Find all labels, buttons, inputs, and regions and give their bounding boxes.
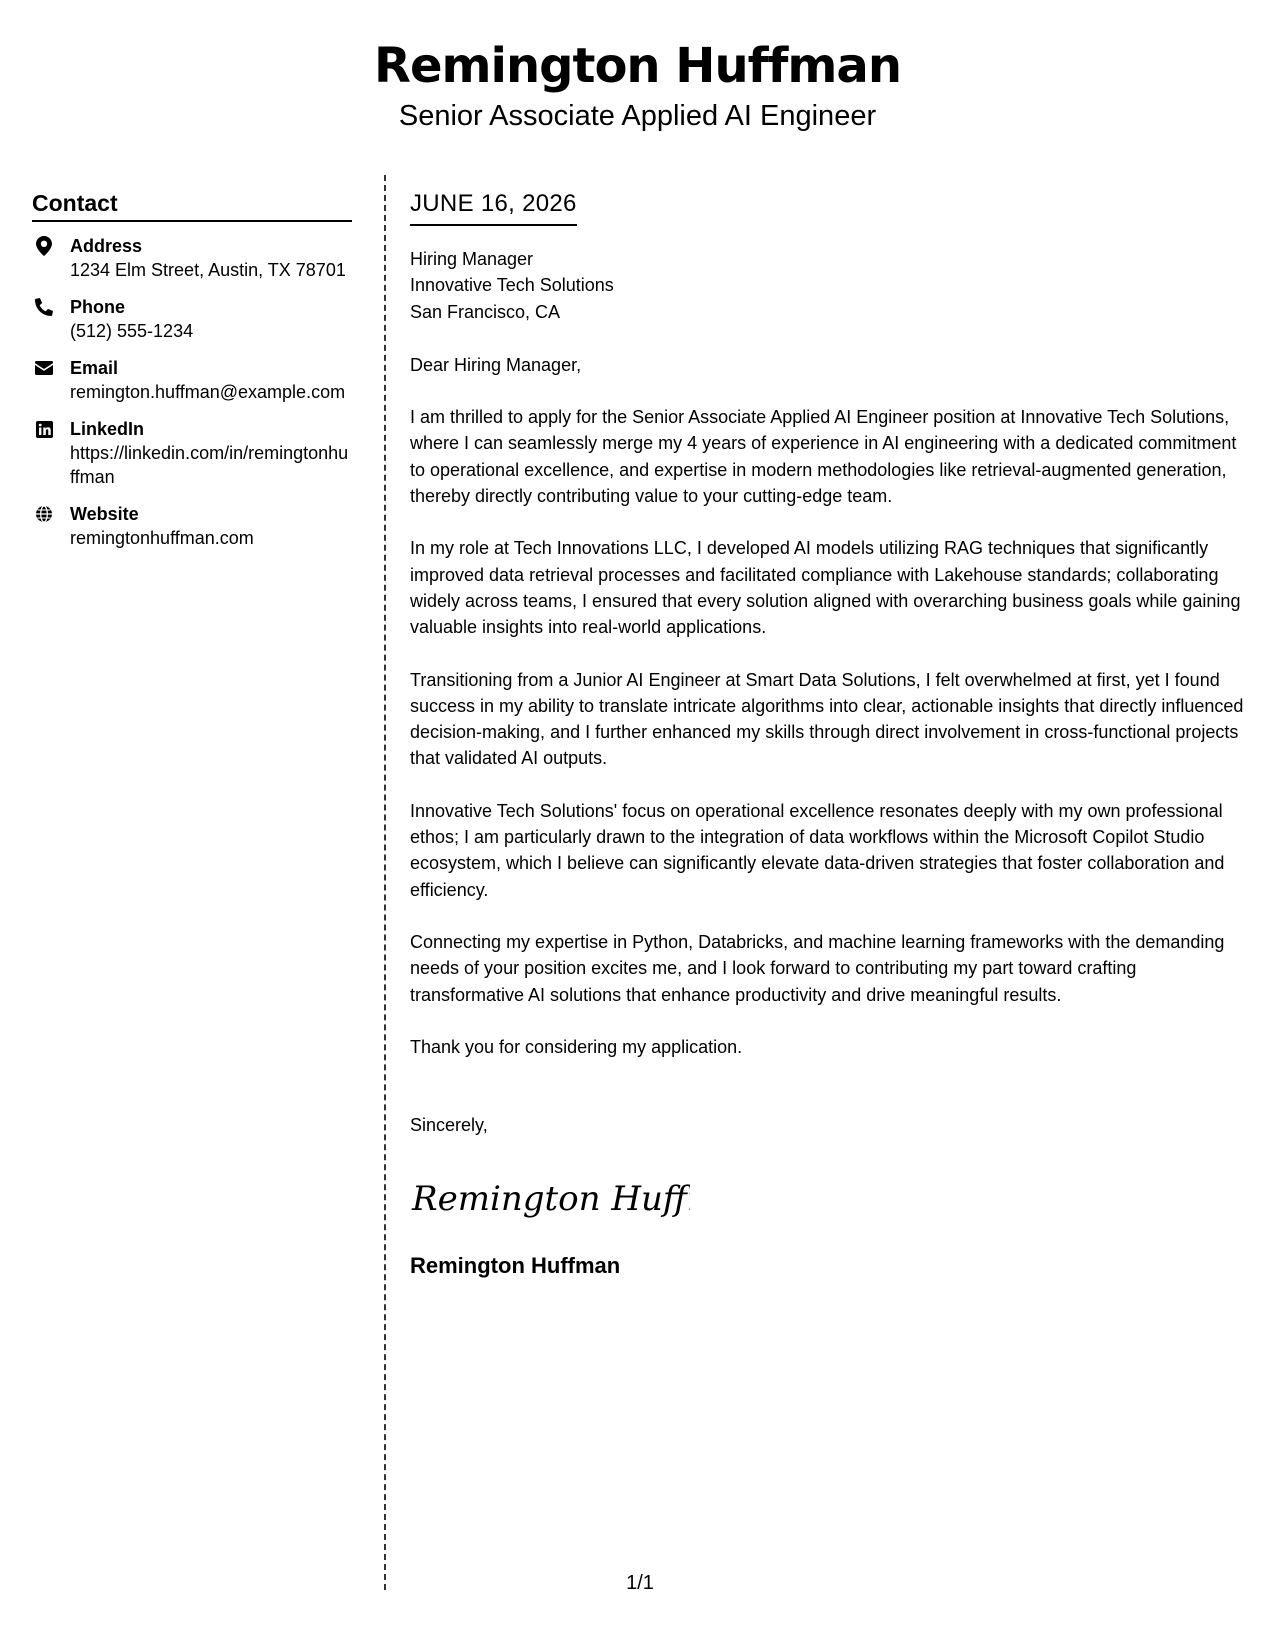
contact-item-address — [32, 234, 352, 282]
email-value[interactable]: remington.huffman@example.com — [70, 382, 346, 402]
map-pin-icon — [34, 236, 54, 256]
recipient-line: Hiring Manager — [410, 249, 534, 269]
thanks-line: Thank you for considering my application. — [410, 1036, 743, 1057]
globe-icon — [34, 504, 54, 524]
handwritten-signature — [410, 1168, 690, 1228]
letter-body — [410, 188, 1250, 1281]
salutation: Dear Hiring Manager, — [410, 354, 582, 375]
letter-paragraphs — [410, 404, 1250, 1008]
contact-label: Phone — [70, 297, 126, 317]
contact-list — [32, 234, 352, 550]
applicant-title: Senior Associate Applied AI Engineer — [398, 100, 877, 132]
website-value[interactable]: remingtonhuffman.com — [70, 528, 254, 548]
linkedin-icon — [34, 419, 54, 439]
page-number: 1/1 — [626, 1572, 654, 1594]
contact-label: Website — [70, 504, 139, 524]
contact-item-email — [32, 356, 352, 404]
recipient-line: San Francisco, CA — [410, 301, 561, 322]
contact-sidebar — [32, 188, 352, 563]
envelope-icon — [34, 358, 54, 378]
paragraph: Innovative Tech Solutions' focus on operational excellence resonates deeply with my own professional ethos; I am particularly drawn to the integration of data workflows within the Microsoft Copilot Studio ecosystem, which I believe can significantly elevate data-driven strategies that foster collaboration and efficiency. — [410, 800, 1225, 900]
paragraph: In my role at Tech Innovations LLC, I developed AI models utilizing RAG techniques that significantly improved data retrieval processes and facilitated compliance with Lakehouse standards; collaborating widely across teams, I ensured that every solution aligned with overarching business goals while gaining valuable insights into real-world applications. — [410, 538, 1241, 638]
phone-icon — [34, 297, 54, 317]
contact-item-linkedin — [32, 417, 352, 489]
column-divider — [384, 175, 386, 1590]
address-value: 1234 Elm Street, Austin, TX 78701 — [70, 260, 346, 280]
paragraph: I am thrilled to apply for the Senior Associate Applied AI Engineer position at Innovative Tech Solutions, where I can seamlessly merge my 4 years of experience in AI engineering with a dedicated commitment to operational excellence, and expertise in modern methodologies like retrieval-augmented generation, thereby directly contributing value to your cutting-edge team. — [410, 407, 1237, 507]
signature-text: Remington Huffm — [412, 1179, 690, 1220]
contact-item-website — [32, 502, 352, 550]
letter-date: JUNE 16, 2026 — [410, 188, 577, 226]
applicant-name: Remington Huffman — [373, 38, 901, 94]
paragraph: Connecting my expertise in Python, Databricks, and machine learning frameworks with the demanding needs of your position excites me, and I look forward to contributing my part toward crafting transformative AI solutions that enhance productivity and drive meaningful results. — [410, 931, 1225, 1005]
linkedin-value[interactable]: https://linkedin.com/in/remingtonhuffman — [70, 443, 349, 487]
contact-label: LinkedIn — [70, 419, 145, 439]
recipient-line: Innovative Tech Solutions — [410, 275, 614, 296]
closing-line: Sincerely, — [410, 1115, 488, 1136]
recipient-block — [410, 246, 1250, 325]
contact-item-phone — [32, 295, 352, 343]
contact-heading: Contact — [32, 188, 352, 222]
sender-name: Remington Huffman — [410, 1253, 621, 1279]
contact-label: Email — [70, 358, 119, 378]
contact-label: Address — [70, 236, 143, 256]
paragraph: Transitioning from a Junior AI Engineer at Smart Data Solutions, I felt overwhelmed at first, yet I found success in my ability to translate intricate algorithms into clear, actionable insights that directly influenced decision-making, and I further enhanced my skills through direct involvement in cross-functional projects that validated AI outputs. — [410, 669, 1244, 769]
phone-value: (512) 555-1234 — [70, 321, 194, 341]
letter-header — [0, 36, 1275, 136]
